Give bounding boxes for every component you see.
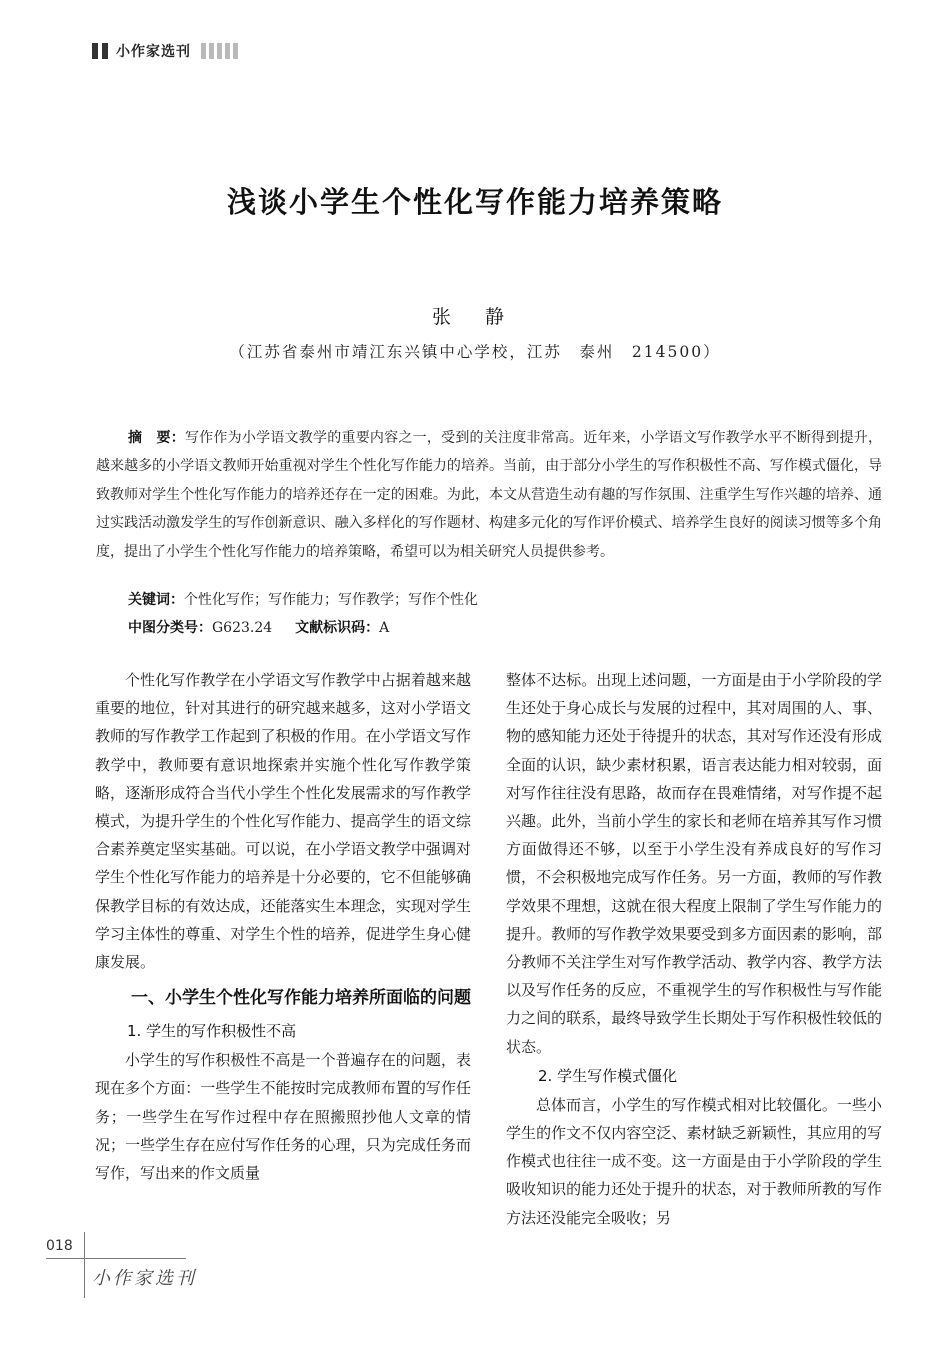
clc-label: 中图分类号： — [128, 620, 212, 636]
subsection-heading: 2. 学生写作模式僵化 — [538, 1066, 678, 1085]
section-heading: 一、小学生个性化写作能力培养所面临的问题 — [131, 988, 471, 1009]
keywords-text: 个性化写作；写作能力；写作教学；写作个性化 — [184, 592, 478, 608]
footer-divider-vertical — [84, 1232, 85, 1298]
classification — [128, 617, 389, 637]
intro-paragraph: 个性化写作教学在小学语文写作教学中占据着越来越重要的地位，针对其进行的研究越来越多，这对小学语文教师的写作教学工作起到了积极的作用。在小学语文写作教学中，教师要有意识地探索并实施个性化写作教学策略，逐渐形成符合当代小学生个性化发展需求的写作教学模式，为提升学生的个性化写作能力、提高学生的语文综合素养奠定坚实基础。可以说，在小学语文教学中强调对学生个性化写作能力的培养是十分必要的，它不但能够确保教学目标的有效达成，还能落实生本理念，实现对学生学习主体性的尊重、对学生个性的培养，促进学生身心健康发展。 — [95, 671, 471, 972]
abstract — [96, 424, 882, 566]
body-column-right — [506, 666, 882, 1232]
journal-name: 小作家选刊 — [116, 44, 191, 60]
body-paragraph-continued: 整体不达标。出现上述问题，一方面是由于小学阶段的学生还处于身心成长与发展的过程中，其对周围的人、事、物的感知能力还处于待提升的状态，其对写作还没有形成全面的认识，缺少素材积累，语言表达能力相对较弱，面对写作往往没有思路，故而存在畏难情绪，对写作提不起兴趣。此外，当前小学生的家长和老师在培养其写作习惯方面做得还不够，以至于小学生没有养成良好的写作习惯，不会积极地完成写作任务。另一方面，教师的写作教学效果不理想，这就在很大程度上限制了学生写作能力的提升。教师的写作教学效果要受到多方面因素的影响，部分教师不关注学生对写作教学活动、教学内容、教学方法以及写作任务的反应，不重视学生的写作积极性与写作能力之间的联系，最终导致学生长期处于写作积极性较低的状态。 — [506, 671, 882, 1056]
page-number: 018 — [46, 1238, 73, 1254]
author-name: 张 静 — [431, 306, 519, 328]
doc-code-label: 文献标识码： — [295, 620, 380, 636]
header-bar-marks — [201, 43, 238, 59]
footer-divider-horizontal — [46, 1258, 186, 1259]
body-column-left — [95, 666, 471, 1187]
footer-logo: 小作家选刊 — [92, 1268, 197, 1289]
header-block-marks — [92, 43, 108, 59]
subsection-heading: 1. 学生的写作积极性不高 — [127, 1022, 297, 1041]
running-header — [92, 40, 238, 62]
doc-code-value: A — [379, 620, 390, 636]
keywords — [128, 589, 478, 609]
body-paragraph: 小学生的写作积极性不高是一个普遍存在的问题，表现在多个方面：一些学生不能按时完成教师布置的写作任务；一些学生在写作过程中存在照搬照抄他人文章的情况；一些学生存在应付写作任务的心理，只为完成任务而写作，写出来的作文质量 — [95, 1051, 471, 1183]
keywords-label: 关键词： — [128, 592, 184, 608]
body-paragraph: 总体而言，小学生的写作模式相对比较僵化。一些小学生的作文不仅内容空泛、素材缺乏新颖性，其应用的写作模式也往往一成不变。这一方面是由于小学阶段的学生吸收知识的能力还处于提升的状态，对于教师所教的写作方法还没能完全吸收；另 — [506, 1095, 882, 1227]
author-affiliation: （江苏省泰州市靖江东兴镇中心学校，江苏 泰州 214500） — [229, 343, 721, 361]
abstract-label: 摘 要： — [128, 430, 185, 446]
abstract-text: 写作作为小学语文教学的重要内容之一，受到的关注度非常高。近年来，小学语文写作教学水平不断得到提升，越来越多的小学语文教师开始重视对学生个性化写作能力的培养。当前，由于部分小学生的写作积极性不高、写作模式僵化，导致教师对学生个性化写作能力的培养还存在一定的困难。为此，本文从营造生动有趣的写作氛围、注重学生写作兴趣的培养、通过实践活动激发学生的写作创新意识、融入多样化的写作题材、构建多元化的写作评价模式、培养学生良好的阅读习惯等多个角度，提出了小学生个性化写作能力的培养策略，希望可以为相关研究人员提供参考。 — [96, 430, 883, 560]
clc-value: G623.24 — [212, 620, 273, 636]
article-title: 浅谈小学生个性化写作能力培养策略 — [226, 185, 723, 219]
